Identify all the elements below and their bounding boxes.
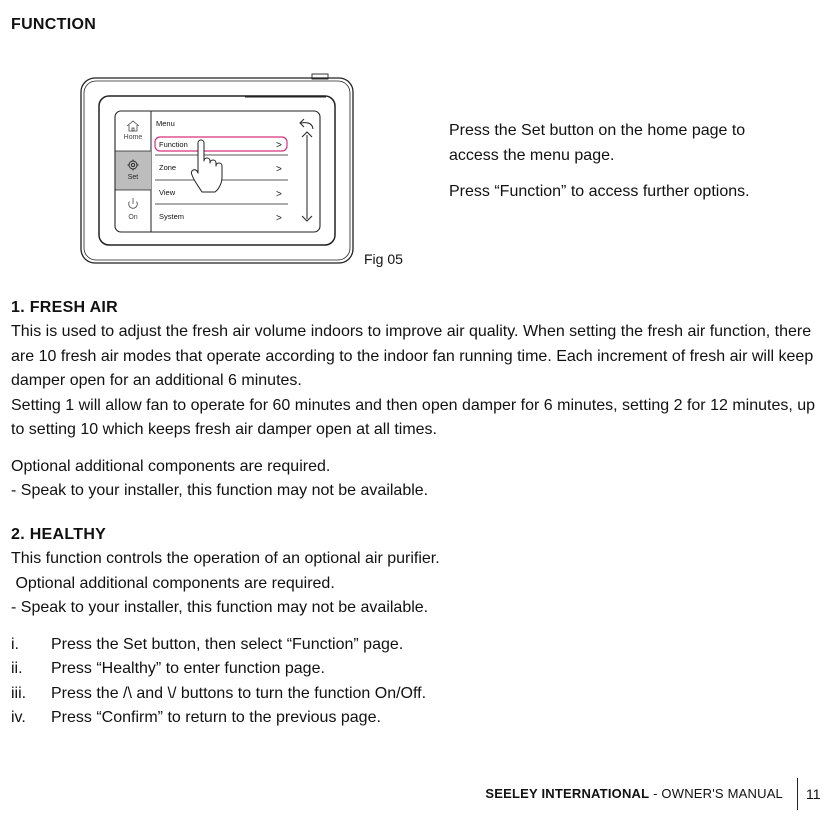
- menu-item-zone: Zone: [159, 163, 177, 172]
- footer-divider: [797, 778, 798, 810]
- section-paragraph: Setting 1 will allow fan to operate for 60 minutes and then open damper for 6 minutes, setting 2 for 12 minutes, up to setting 10 which keeps fresh air damper open at all times.: [11, 396, 816, 438]
- sidebar-label-home: Home: [123, 134, 143, 141]
- chevron-right-icon: >: [276, 164, 282, 175]
- power-icon: [129, 198, 138, 208]
- section-note: Optional additional components are required.: [11, 574, 335, 592]
- section-title: 1. FRESH AIR: [11, 299, 119, 316]
- chevron-right-icon: >: [276, 189, 282, 200]
- footer-suffix: - OWNER'S MANUAL: [649, 786, 783, 801]
- footer-brand: SEELEY INTERNATIONAL: [485, 786, 650, 801]
- fresh-air-section: [11, 296, 816, 504]
- menu-item-view: View: [159, 188, 176, 197]
- section-paragraph: This is used to adjust the fresh air volume indoors to improve air quality. When setting the fresh air function, there are 10 fresh air modes that operate according to the indoor fan running time. Each increment of fresh air will keep damper open for an additional 6 minutes.: [11, 323, 814, 389]
- pointing-hand-icon: [191, 140, 222, 192]
- step-number: iii.: [11, 684, 27, 702]
- menu-item-function: Function: [159, 140, 188, 149]
- page-number: 11: [806, 786, 821, 802]
- steps-list: [11, 633, 816, 731]
- step-number: iv.: [11, 709, 26, 726]
- chevron-right-icon: >: [276, 140, 282, 151]
- intro-text: [449, 118, 799, 215]
- controller-figure: [80, 73, 355, 265]
- step-text: Press the Set button, then select “Function” page.: [51, 635, 404, 653]
- step-text: Press “Confirm” to return to the previous page.: [51, 709, 381, 726]
- sidebar-label-set: Set: [127, 174, 139, 181]
- section-note: - Speak to your installer, this function may not be available.: [11, 482, 429, 499]
- chevron-right-icon: >: [276, 213, 282, 224]
- step-item: [11, 633, 816, 658]
- figure-caption: Fig 05: [364, 251, 403, 267]
- menu-title: Menu: [156, 119, 175, 128]
- step-item: [11, 706, 816, 731]
- step-text: Press the /\ and \/ buttons to turn the function On/Off.: [51, 684, 427, 702]
- footer-text: [485, 786, 783, 801]
- section-title: 2. HEALTHY: [11, 526, 107, 543]
- healthy-section: [11, 523, 816, 731]
- home-icon: [127, 121, 139, 131]
- menu-item-system: System: [159, 212, 185, 221]
- step-number: ii.: [11, 660, 23, 677]
- step-text: Press “Healthy” to enter function page.: [51, 660, 325, 677]
- scrollbar: [302, 132, 312, 221]
- intro-paragraph: Press the Set button on the home page to access the menu page.: [449, 122, 746, 164]
- intro-paragraph: Press “Function” to access further options.: [449, 183, 750, 200]
- section-note: Optional additional components are required.: [11, 457, 331, 475]
- page-heading: FUNCTION: [11, 16, 97, 33]
- step-item: [11, 682, 816, 707]
- section-note: - Speak to your installer, this function may not be available.: [11, 599, 429, 616]
- sidebar-label-on: On: [128, 214, 138, 221]
- step-item: [11, 657, 816, 682]
- step-number: i.: [11, 635, 19, 653]
- section-paragraph: This function controls the operation of an optional air purifier.: [11, 550, 440, 567]
- back-arrow-icon: [300, 119, 313, 129]
